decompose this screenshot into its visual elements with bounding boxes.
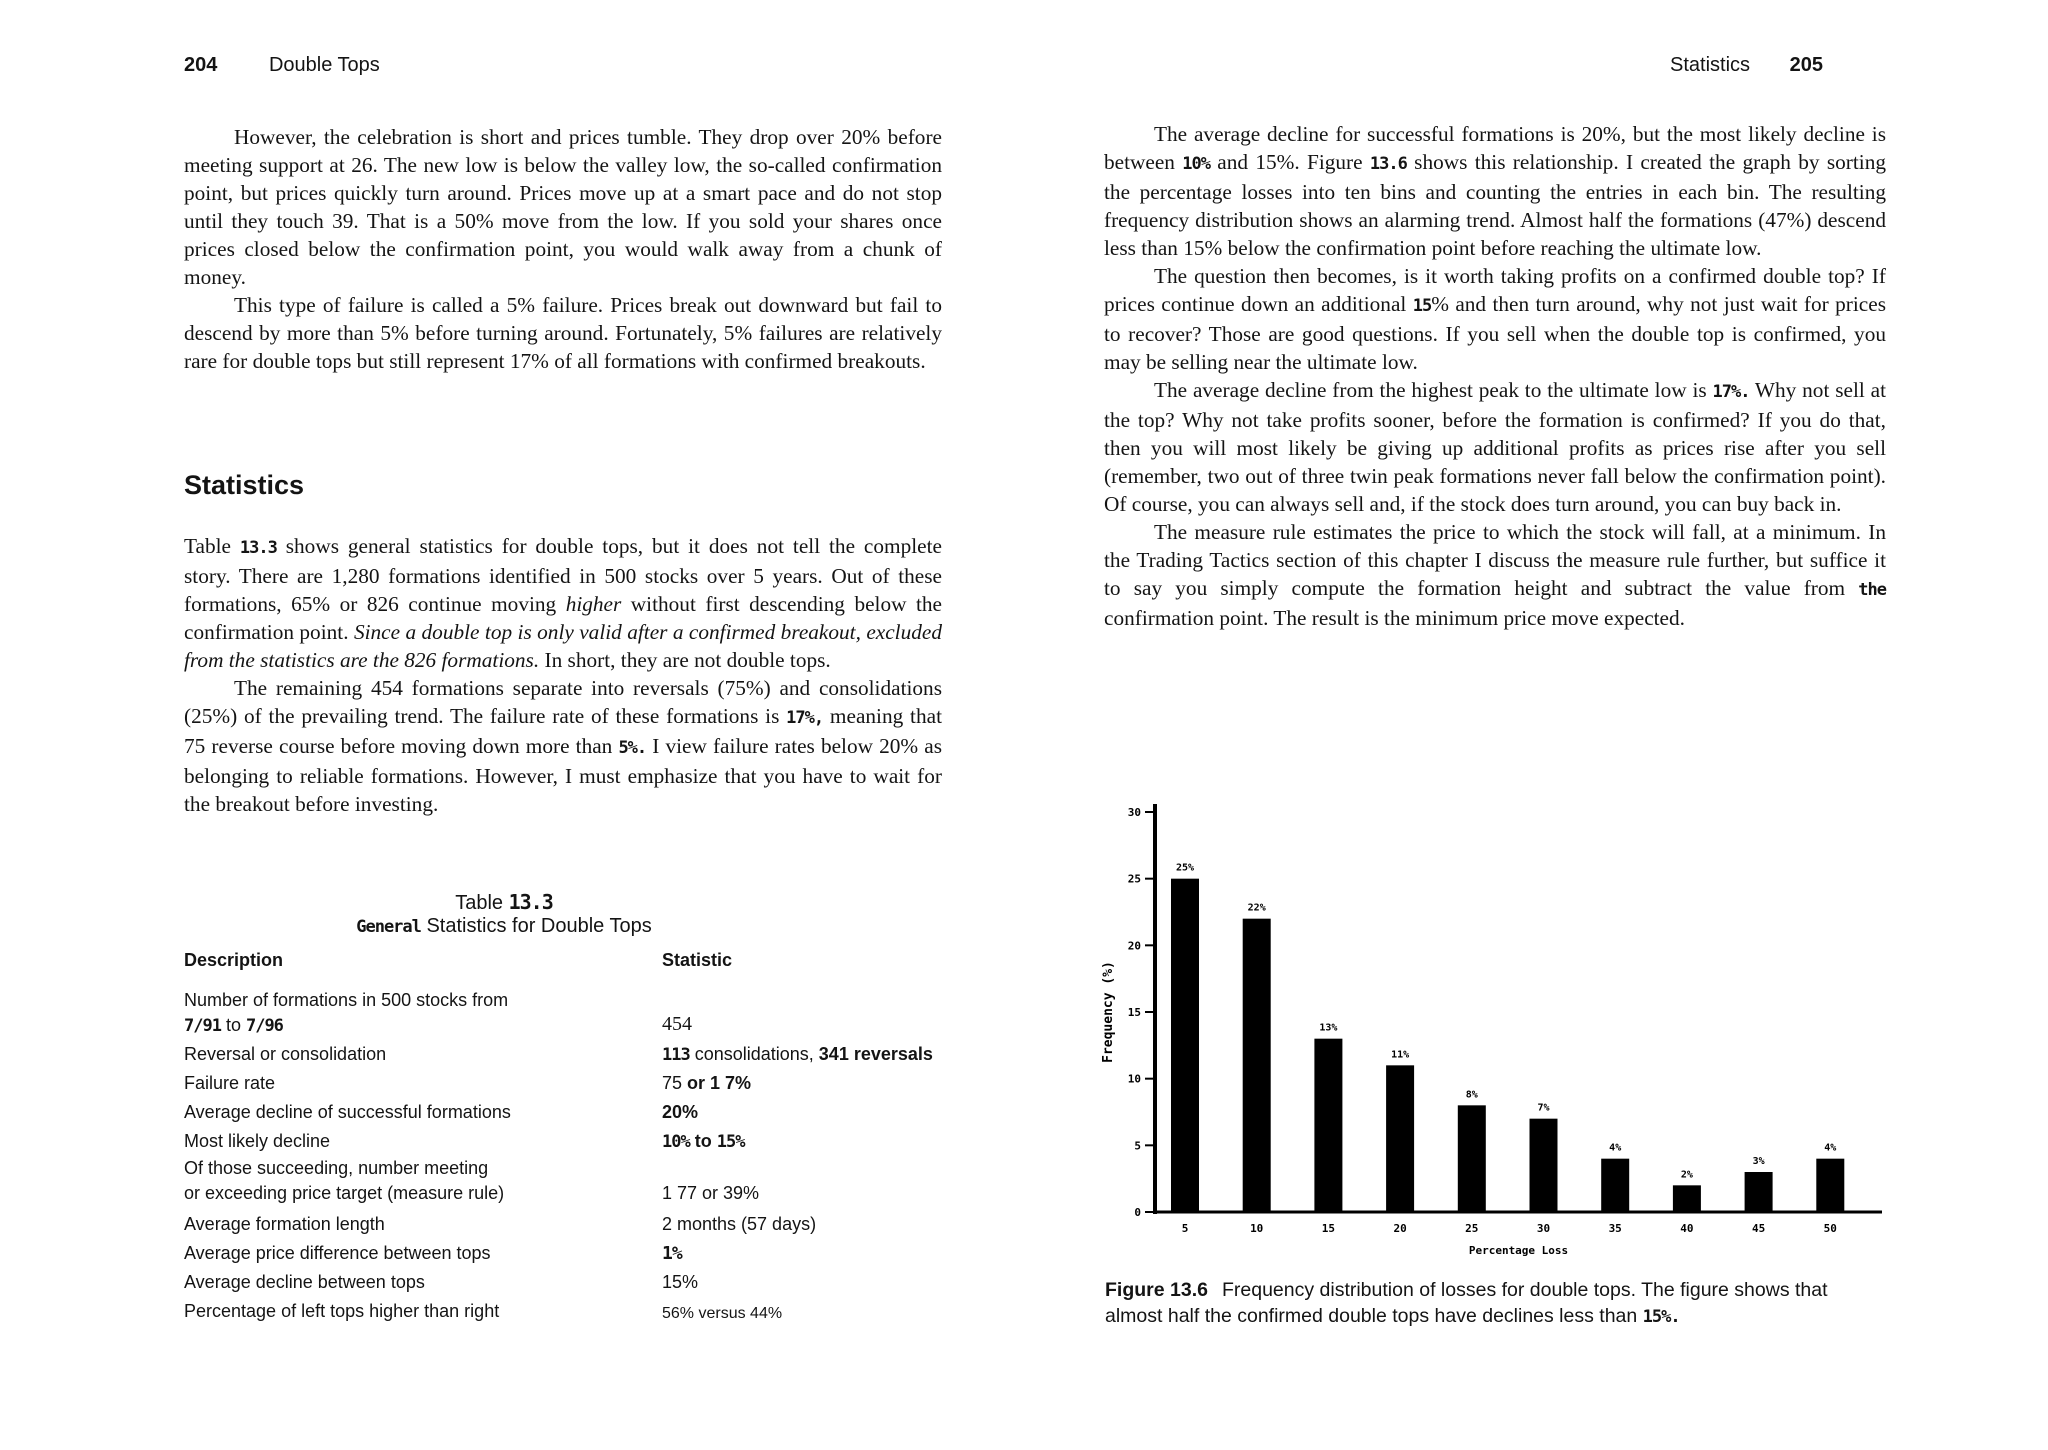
x-tick-label: 10 — [1250, 1222, 1264, 1235]
bar-data-label: 2% — [1680, 1169, 1693, 1181]
statistics-paragraph-1: Table 13.3 shows general statistics for double tops, but it does not tell the complete story. There are 1,280 formations identified in 500 stocks over 5 years. Out of these formations, 65% or 826 continue moving higher without first descending below the confirmation point. Since a double top is only valid after a confirmed breakout, excluded from the statistics are the 826 formations. In short, they are not double tops. — [184, 534, 943, 672]
bar-data-label: 25% — [1175, 862, 1195, 874]
x-axis-label: Percentage Loss — [1468, 1244, 1569, 1257]
table-row: Percentage of left tops higher than right 56% versus 44% — [184, 1301, 783, 1322]
x-tick-label: 15 — [1321, 1222, 1336, 1235]
statistics-paragraph-2: The remaining 454 formations separate into reversals (75%) and consolidations (25%) of the prevailing trend. The failure rate of these formations is 17%, meaning that 75 reverse course before moving down more than 5%. I view failure rates below 20% as belonging to reliable formations. However, I must emphasize that you have to wait for the breakout before investing. — [184, 676, 942, 816]
table-row: Average decline between tops 15% — [184, 1272, 699, 1292]
bar — [1816, 1159, 1844, 1212]
table-row: Reversal or consolidation 113 consolidations, 341 reversals — [184, 1044, 933, 1065]
x-tick-label: 30 — [1536, 1222, 1551, 1235]
header-statistic: Statistic — [662, 950, 733, 970]
bar — [1673, 1185, 1701, 1212]
x-tick-label: 50 — [1823, 1222, 1837, 1235]
right-paragraph-4: The measure rule estimates the price to which the stock will fall, at a minimum. In the Trading Tactics section of this chapter I discuss the measure rule further, but suffice it to say you simply compute the formation height and subtract the value from the confirmation point. The result is the minimum price move expected. — [1104, 520, 1886, 630]
x-tick-label: 5 — [1181, 1222, 1189, 1235]
x-tick-label: 40 — [1680, 1222, 1694, 1235]
y-tick-label: 20 — [1127, 939, 1141, 953]
y-tick-label: 5 — [1134, 1139, 1141, 1153]
right-paragraph-3: The average decline from the highest peak to the ultimate low is 17%. Why not sell at the top? Why not take profits sooner, before the formation is confirmed? If you do that, then you will most likely be giving up additional profits as prices rise after you sell (remember, two out of three twin peak formations never fall below the confirmation point). Of course, you can always sell and, if the stock does turn around, you can buy back in. — [1104, 378, 1886, 516]
bar — [1243, 919, 1271, 1212]
figure-caption: Figure 13.6 Frequency distribution of losses for double tops. The figure shows that almost half the confirmed double tops have declines less than 15%. — [1105, 1279, 1828, 1327]
bar-data-label: 8% — [1465, 1089, 1478, 1101]
bar-data-label: 22% — [1247, 902, 1266, 914]
italic-note: Since a double top is only valid after a confirmed breakout, excluded from the statistics are the 826 formations. — [184, 620, 942, 672]
header-description: Description — [184, 950, 284, 970]
statistics-table — [182, 950, 962, 1322]
bar — [1458, 1105, 1486, 1212]
x-tick-label: 20 — [1393, 1222, 1407, 1235]
table-row: Most likely decline 10% to 15% — [184, 1131, 745, 1152]
table-row: Average formation length 2 months (57 days) — [184, 1214, 817, 1234]
y-tick-label: 25 — [1127, 872, 1141, 886]
left-page-number: 204 — [184, 54, 218, 76]
table-row: Number of formations in 500 stocks from 7/91 to 7/96 454 — [184, 990, 692, 1036]
right-running-head — [1670, 54, 1823, 77]
bar — [1601, 1159, 1629, 1212]
table-number: 13.3 — [508, 890, 553, 914]
right-paragraph-1: The average decline for successful formations is 20%, but the most likely decline is between 10% and 15%. Figure 13.6 shows this relationship. I created the graph by sorting the percentage losses into ten bins and counting the entries in each bin. The resulting frequency distribution shows an alarming trend. Almost half the formations (47%) descend less than 15% below the confirmation point before reaching the ultimate low. — [1104, 122, 1886, 260]
bar — [1530, 1119, 1558, 1212]
x-tick-label: 45 — [1751, 1222, 1766, 1235]
y-tick-label: 10 — [1127, 1072, 1141, 1086]
table-reference: 13.3 — [239, 538, 277, 558]
y-axis-label: Frequency (%) — [1101, 961, 1116, 1063]
statistics-text — [184, 532, 942, 818]
left-chapter-title: Double Tops — [268, 54, 380, 76]
bar — [1745, 1172, 1773, 1212]
bar-data-label: 4% — [1824, 1142, 1837, 1154]
x-tick-label: 25 — [1465, 1222, 1479, 1235]
right-section-title: Statistics — [1670, 54, 1751, 76]
intro-text — [184, 123, 942, 375]
bar — [1314, 1039, 1342, 1212]
bar — [1171, 879, 1199, 1212]
figure-label: Figure 13.6 — [1105, 1279, 1208, 1301]
bar-data-label: 13% — [1319, 1022, 1338, 1034]
table-row: Average decline of successful formations 20% — [184, 1102, 699, 1122]
table-header-row — [182, 950, 962, 984]
right-text — [1104, 120, 1886, 632]
x-tick-label: 35 — [1608, 1222, 1622, 1235]
table-row: Of those succeeding, number meeting or exceeding price target (measure rule) 1 77 or 39% — [184, 1158, 760, 1203]
bar-data-label: 11% — [1391, 1049, 1410, 1061]
table-subtitle: General Statistics for Double Tops — [356, 915, 652, 937]
y-tick-label: 0 — [1134, 1206, 1141, 1219]
table-title: Table 13.3 — [455, 890, 553, 914]
left-running-head — [184, 54, 380, 77]
intro-paragraph-2: This type of failure is called a 5% failure. Prices break out downward but fail to descend by more than 5% before turning around. Fortunately, 5% failures are relatively rare for double tops but still represent 17% of all formations with confirmed breakouts. — [184, 293, 942, 373]
table-row: Average price difference between tops 1% — [184, 1243, 682, 1264]
figure-reference: 13.6 — [1369, 154, 1407, 174]
bar-data-label: 3% — [1752, 1156, 1765, 1167]
bar-data-label: 7% — [1537, 1102, 1550, 1114]
y-tick-label: 15 — [1127, 1006, 1141, 1019]
y-tick-label: 30 — [1127, 806, 1141, 819]
intro-paragraph-1: However, the celebration is short and prices tumble. They drop over 20% before meeting support at 26. The new low is below the valley low, the so-called confirmation point, but prices quickly turn around. Prices move up at a smart pace and do not stop until they touch 39. That is a 50% move from the low. If you sold your shares once prices closed below the confirmation point, you would walk away from a chunk of money. — [184, 125, 942, 289]
bar — [1386, 1065, 1414, 1212]
chart-svg — [1090, 790, 1890, 1270]
section-heading-statistics: Statistics — [184, 470, 305, 500]
right-page-number: 205 — [1789, 54, 1823, 76]
right-paragraph-2: The question then becomes, is it worth taking profits on a confirmed double top? If prices continue down an additional 15% and then turn around, why not just wait for prices to recover? Those are good questions. If you sell when the double top is confirmed, you may be selling near the ultimate low. — [1104, 264, 1886, 374]
bar-data-label: 4% — [1609, 1142, 1622, 1154]
loss-frequency-chart — [1090, 790, 1890, 1275]
table-row: Failure rate 75 or 1 7% — [184, 1073, 752, 1093]
